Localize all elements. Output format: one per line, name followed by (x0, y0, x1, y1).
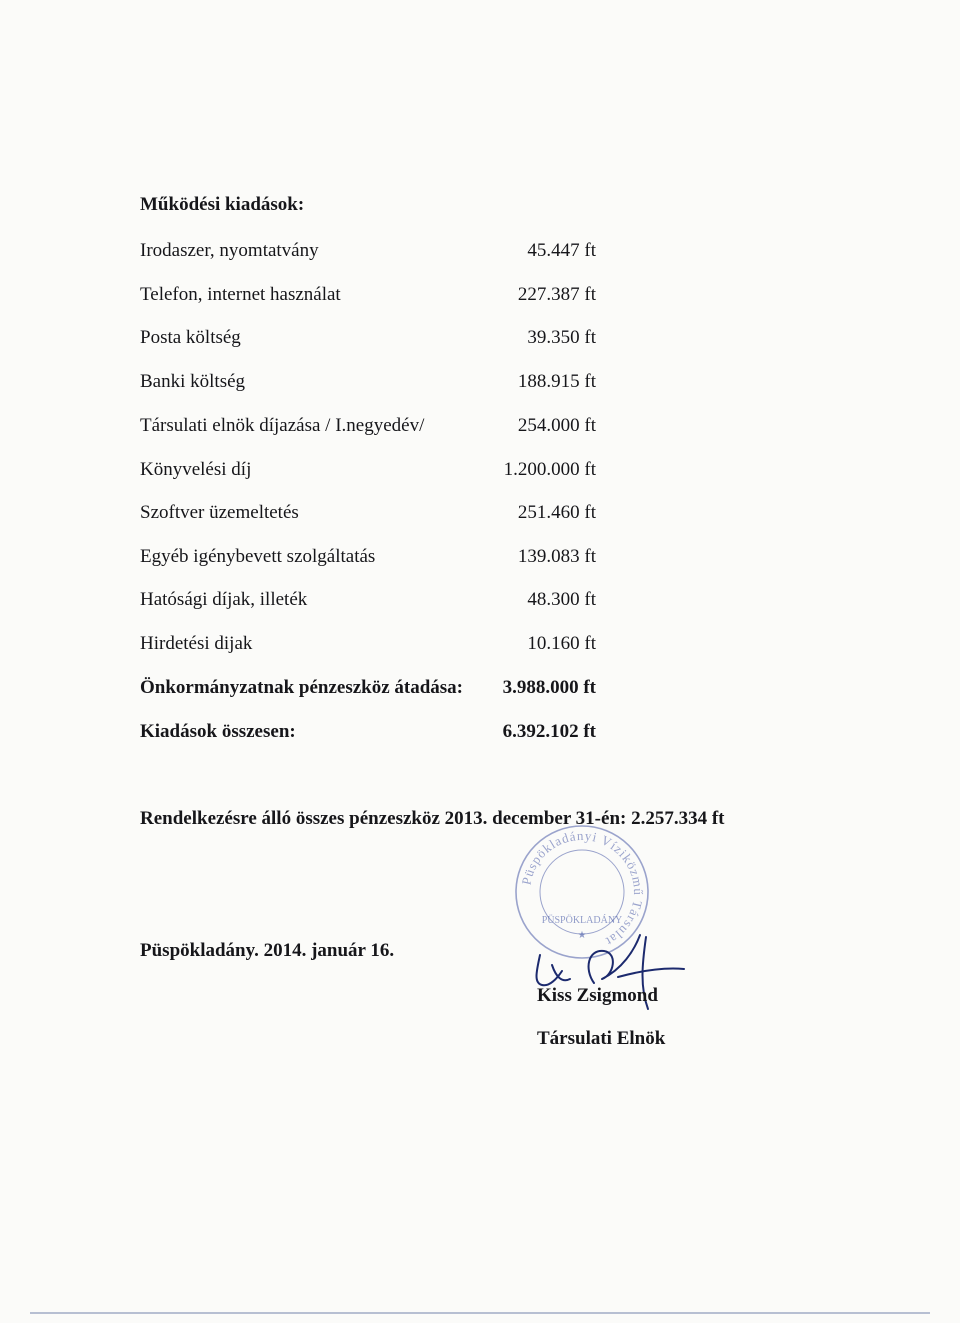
expense-amount: 39.350 ft (527, 327, 596, 348)
expense-row (0, 284, 960, 310)
expense-row (0, 327, 960, 353)
expense-label: Könyvelési díj (140, 459, 252, 480)
expense-label: Társulati elnök díjazása / I.negyedév/ (140, 415, 425, 436)
expense-label: Banki költség (140, 371, 246, 392)
total-amount: 6.392.102 ft (502, 721, 596, 742)
available-funds-summary: Rendelkezésre álló összes pénzeszköz 2013. december 31-én: 2.257.334 ft (140, 808, 725, 829)
total-row (0, 721, 960, 747)
expense-label: Telefon, internet használat (140, 284, 341, 305)
transfer-amount: 3.988.000 ft (502, 677, 596, 698)
signer-title: Társulati Elnök (537, 1028, 666, 1049)
signer-name: Kiss Zsigmond (537, 985, 658, 1006)
stamp-ring-text: Püspökladányi Víziközmű Társulat (518, 827, 647, 950)
transfer-row (0, 677, 960, 703)
expense-amount: 139.083 ft (517, 546, 596, 567)
expense-label: Irodaszer, nyomtatvány (140, 240, 319, 261)
expense-label: Hirdetési dijak (140, 633, 253, 654)
expense-amount: 45.447 ft (527, 240, 596, 261)
place-and-date: Püspökladány. 2014. január 16. (140, 940, 395, 961)
expense-label: Szoftver üzemeltetés (140, 502, 299, 523)
transfer-label: Önkormányzatnak pénzeszköz átadása: (140, 677, 464, 698)
total-label: Kiadások összesen: (140, 721, 296, 742)
expense-amount: 227.387 ft (517, 284, 596, 305)
expense-amount: 1.200.000 ft (503, 459, 596, 480)
expense-amount: 48.300 ft (527, 589, 596, 610)
expense-row (0, 371, 960, 397)
expense-amount: 251.460 ft (517, 502, 596, 523)
expense-row (0, 415, 960, 441)
stamp-center-text: PÜSPÖKLADÁNY (541, 915, 623, 926)
section-heading: Működési kiadások: (140, 194, 305, 215)
expense-row (0, 633, 960, 659)
stamp-star-icon: ★ (577, 930, 587, 941)
expense-row (0, 546, 960, 572)
expense-label: Posta költség (140, 327, 241, 348)
expense-amount: 254.000 ft (517, 415, 596, 436)
expense-row (0, 589, 960, 615)
expense-row (0, 240, 960, 266)
expense-label: Hatósági díjak, illeték (140, 589, 308, 610)
scan-edge-line (30, 1312, 930, 1314)
expense-row (0, 459, 960, 485)
expense-amount: 188.915 ft (517, 371, 596, 392)
expense-row (0, 502, 960, 528)
expense-amount: 10.160 ft (527, 633, 596, 654)
expense-label: Egyéb igénybevett szolgáltatás (140, 546, 376, 567)
